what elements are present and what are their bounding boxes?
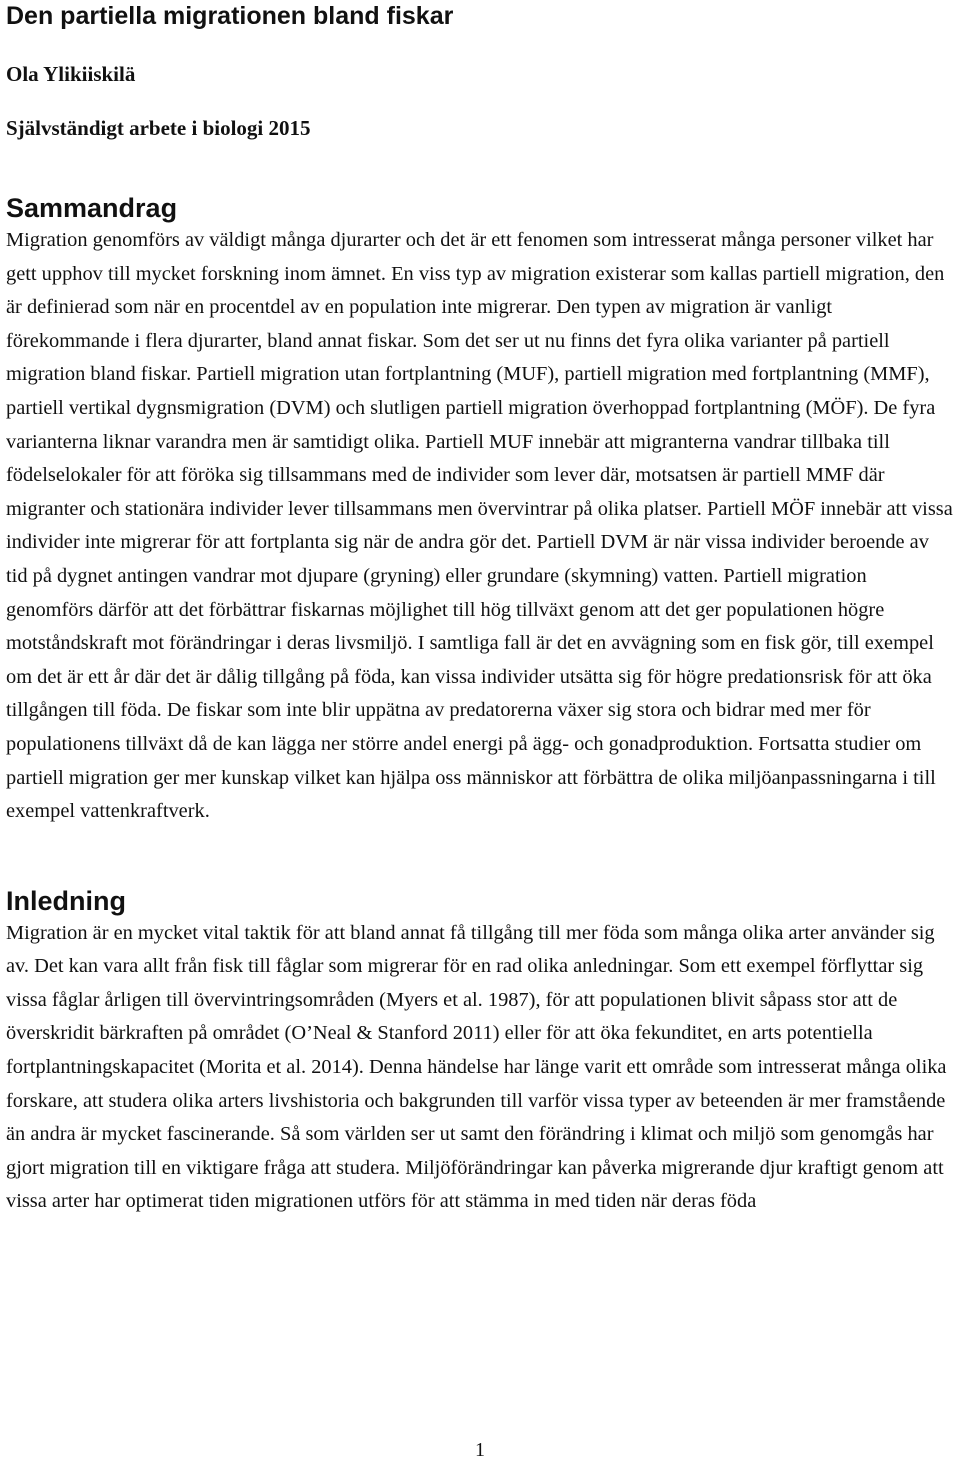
summary-paragraph: Migration genomförs av väldigt många djurarter och det är ett fenomen som intresserat många personer vilket har gett upphov till mycket forskning inom ämnet. En viss typ av migration existerar som kallas partiell migration, den är definierad som när en procentdel av en population inte migrerar. Den typen av migration är vanligt förekommande i flera djurarter, bland annat fiskar. Som det ser ut nu finns det fyra olika varianter på partiell migration bland fiskar. Partiell migration utan fortplantning (MUF), partiell migration med fortplantning (MMF), partiell vertikal dygnsmigration (DVM) och slutligen partiell migration överhoppad fortplantning (MÖF). De fyra varianterna liknar varandra men är samtidigt olika. Partiell MUF innebär att migranterna vandrar tillbaka till födelselokaler för att föröka sig tillsammans med de individer som lever där, motsatsen är partiell MMF där migranter och stationära individer lever tillsammans men övervintrar på olika platser. Partiell MÖF innebär att vissa individer inte migrerar för att fortplanta sig när de andra gör det. Partiell DVM är när vissa individer beroende av tid på dygnet antingen vandrar mot djupare (gryning) eller grundare (skymning) vatten. Partiell migration genomförs därför att det förbättrar fiskarnas möjlighet till hög tillväxt genom att det ger populationen högre motståndskraft mot förändringar i deras livsmiljö. I samtliga fall är det en avvägning som en fisk gör, till exempel om det är ett år där det är dålig tillgång på föda, kan vissa individer utsätta sig för högre predationsrisk för att öka tillgången till föda. De fiskar som inte blir uppätna av predatorerna växer sig stora och bidrar med mer för populationens tillväxt då de kan lägga ner större andel energi på ägg- och gonadproduktion. Fortsatta studier om partiell migration ger mer kunskap vilket kan hjälpa oss människor att förbättra de olika miljöanpassningarna i till exempel vattenkraftverk. [6,229,953,823]
author-name: Ola Ylikiiskilä [6,62,136,86]
introduction-heading: Inledning [6,885,126,916]
introduction-paragraph: Migration är en mycket vital taktik för att bland annat få tillgång till mer föda som många olika arter använder sig av. Det kan vara allt från fisk till fåglar som migrerar för en rad olika anledningar. Som ett exempel förflyttar sig vissa fåglar årligen till övervintringsområden (Myers et al. 1987), för att populationen blivit såpass stor att de överskridit bärkraften på området (O’Neal & Stanford 2011) eller för att öka fekunditet, en arts potentiella fortplantningskapacitet (Morita et al. 2014). Denna händelse har länge varit ett område som intresserat många olika forskare, att studera olika arters livshistoria och bakgrunden till varför vissa typer av beteenden är mer framstående än andra är mycket fascinerande. Så som världen ser ut samt den förändring i klimat och miljö som genomgås har gjort migration till en viktigare fråga att studera. Miljöförändringar kan påverka migrerande djur kraftigt genom att vissa arter har optimerat tiden migrationen utförs för att stämma in med tiden när deras föda [6,921,947,1213]
page-number: 1 [475,1439,485,1461]
course-info: Självständigt arbete i biologi 2015 [6,116,311,140]
summary-heading: Sammandrag [6,193,178,223]
document-page [6,0,954,1219]
document-title: Den partiella migrationen bland fiskar [6,2,454,30]
